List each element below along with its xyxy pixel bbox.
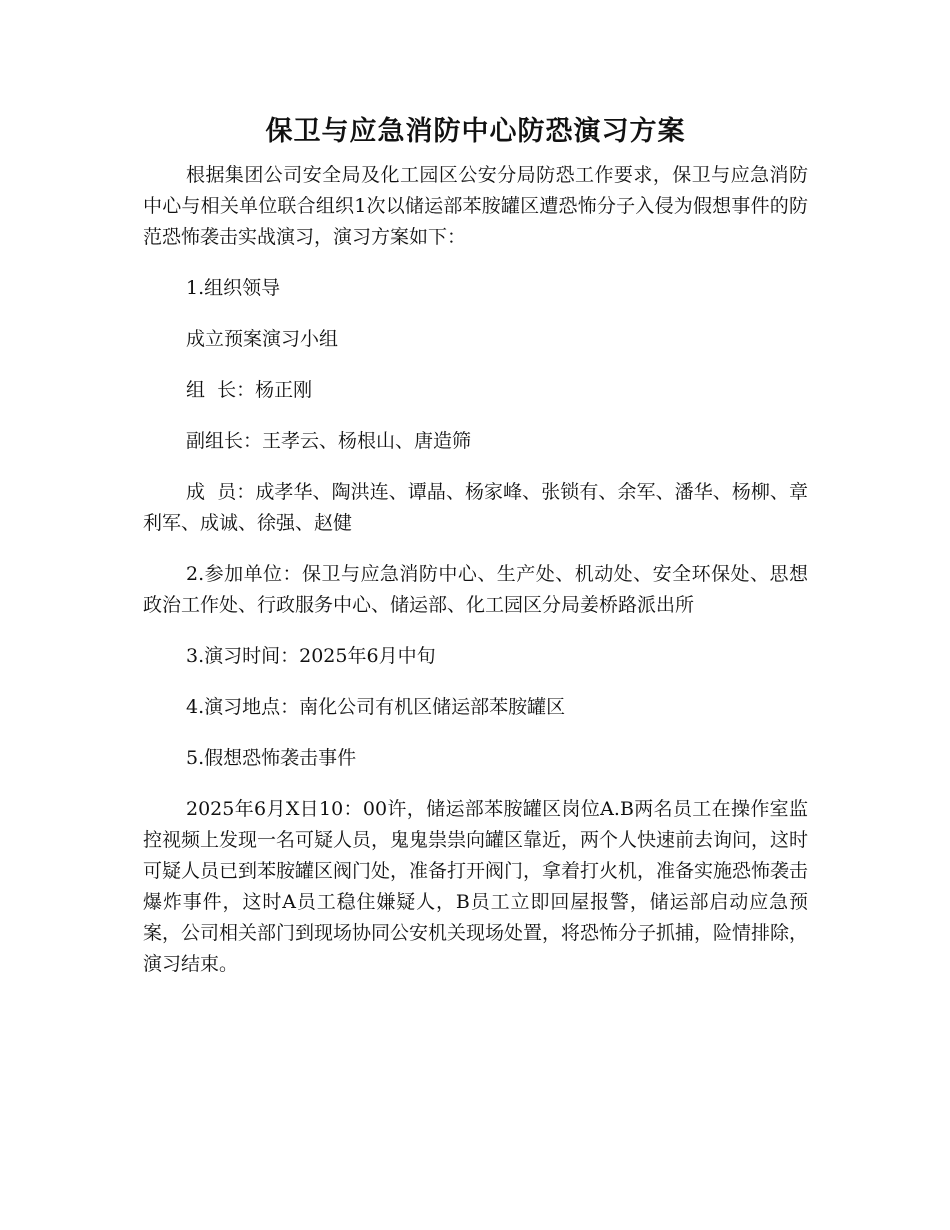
intro-paragraph: 根据集团公司安全局及化工园区公安分局防恐工作要求，保卫与应急消防中心与相关单位联合组织1次以储运部苯胺罐区遭恐怖分子入侵为假想事件的防范恐怖袭击实战演习，演习方案如下： <box>143 164 808 248</box>
document-title: 保卫与应急消防中心防恐演习方案 <box>265 116 686 147</box>
members-paragraph: 成 员：成孝华、陶洪连、谭晶、杨家峰、张锁有、余军、潘华、杨柳、章利军、成诚、徐强、赵健 <box>143 481 808 534</box>
section1-heading: 1.组织领导 <box>186 277 281 299</box>
section1-subheading: 成立预案演习小组 <box>186 328 339 350</box>
deputy-line: 副组长：王孝云、杨根山、唐造筛 <box>186 430 472 452</box>
section5-paragraph: 2025年6月X日10：00许，储运部苯胺罐区岗位A.B两名员工在操作室监控视频上发现一名可疑人员，鬼鬼祟祟向罐区靠近，两个人快速前去询问，这时可疑人员已到苯胺罐区阀门处，准备打开阀门，拿着打火机，准备实施恐怖袭击爆炸事件，这时A员工稳住嫌疑人，B员工立即回屋报警，储运部启动应急预案，公司相关部门到现场协同公安机关现场处置，将恐怖分子抓捕，险情排除，演习结束。 <box>143 798 809 975</box>
document-page <box>143 112 808 980</box>
leader-line: 组 长：杨正刚 <box>186 379 313 401</box>
section5-heading: 5.假想恐怖袭击事件 <box>186 747 357 769</box>
section2-paragraph: 2.参加单位：保卫与应急消防中心、生产处、机动处、安全环保处、思想政治工作处、行政服务中心、储运部、化工园区分局姜桥路派出所 <box>143 563 808 616</box>
section3-line: 3.演习时间：2025年6月中旬 <box>186 645 436 667</box>
section4-line: 4.演习地点：南化公司有机区储运部苯胺罐区 <box>186 696 566 718</box>
